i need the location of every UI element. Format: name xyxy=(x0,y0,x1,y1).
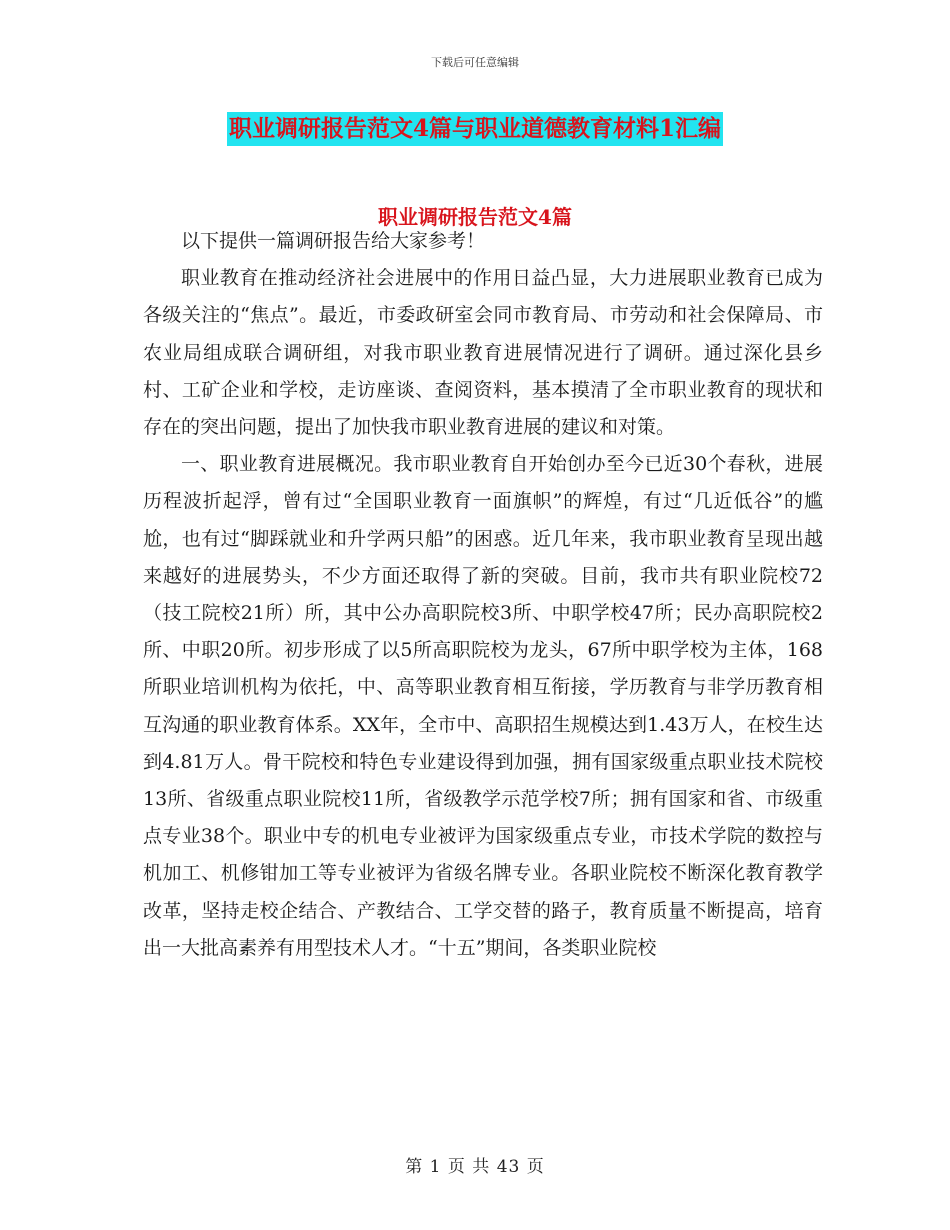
document-body xyxy=(143,223,823,967)
paragraph-background: 职业教育在推动经济社会进展中的作用日益凸显，大力进展职业教育已成为各级关注的“焦点”。最近，市委政研室会同市教育局、市劳动和社会保障局、市农业局组成联合调研组，对我市职业教育进展情况进行了调研。通过深化县乡村、工矿企业和学校，走访座谈、查阅资料，基本摸清了全市职业教育的现状和存在的突出问题，提出了加快我市职业教育进展的建议和对策。 xyxy=(143,267,823,439)
paragraph-overview: 一、职业教育进展概况。我市职业教育自开始创办至今已近30个春秋，进展历程波折起浮，曾有过“全国职业教育一面旗帜”的辉煌，有过“几近低谷”的尴尬，也有过“脚踩就业和升学两只船”的困惑。近几年来，我市职业教育呈现出越来越好的进展势头，不少方面还取得了新的突破。目前，我市共有职业院校72（技工院校21所）所，其中公办高职院校3所、中职学校47所；民办高职院校2所、中职20所。初步形成了以5所高职院校为龙头，67所中职学校为主体，168所职业培训机构为依托，中、高等职业教育相互衔接，学历教育与非学历教育相互沟通的职业教育体系。XX年，全市中、高职招生规模达到1.43万人，在校生达到4.81万人。骨干院校和特色专业建设得到加强，拥有国家级重点职业技术院校13所、省级重点职业院校11所，省级教学示范学校7所；拥有国家和省、市级重点专业38个。职业中专的机电专业被评为国家级重点专业，市技术学院的数控与机加工、机修钳加工等专业被评为省级名牌专业。各职业院校不断深化教育教学改革，坚持走校企结合、产教结合、工学交替的路子，教育质量不断提高，培育出一大批高素养有用型技术人才。“十五”期间，各类职业院校 xyxy=(143,453,823,959)
document-title-container xyxy=(0,112,950,146)
page-footer: 第 1 页 共 43 页 xyxy=(405,1157,545,1177)
section-title: 职业调研报告范文4篇 xyxy=(378,205,572,229)
page-header-note: 下载后可任意编辑 xyxy=(431,56,519,69)
paragraph-intro: 以下提供一篇调研报告给大家参考！ xyxy=(181,230,486,252)
document-title: 职业调研报告范文4篇与职业道德教育材料1汇编 xyxy=(227,112,723,146)
